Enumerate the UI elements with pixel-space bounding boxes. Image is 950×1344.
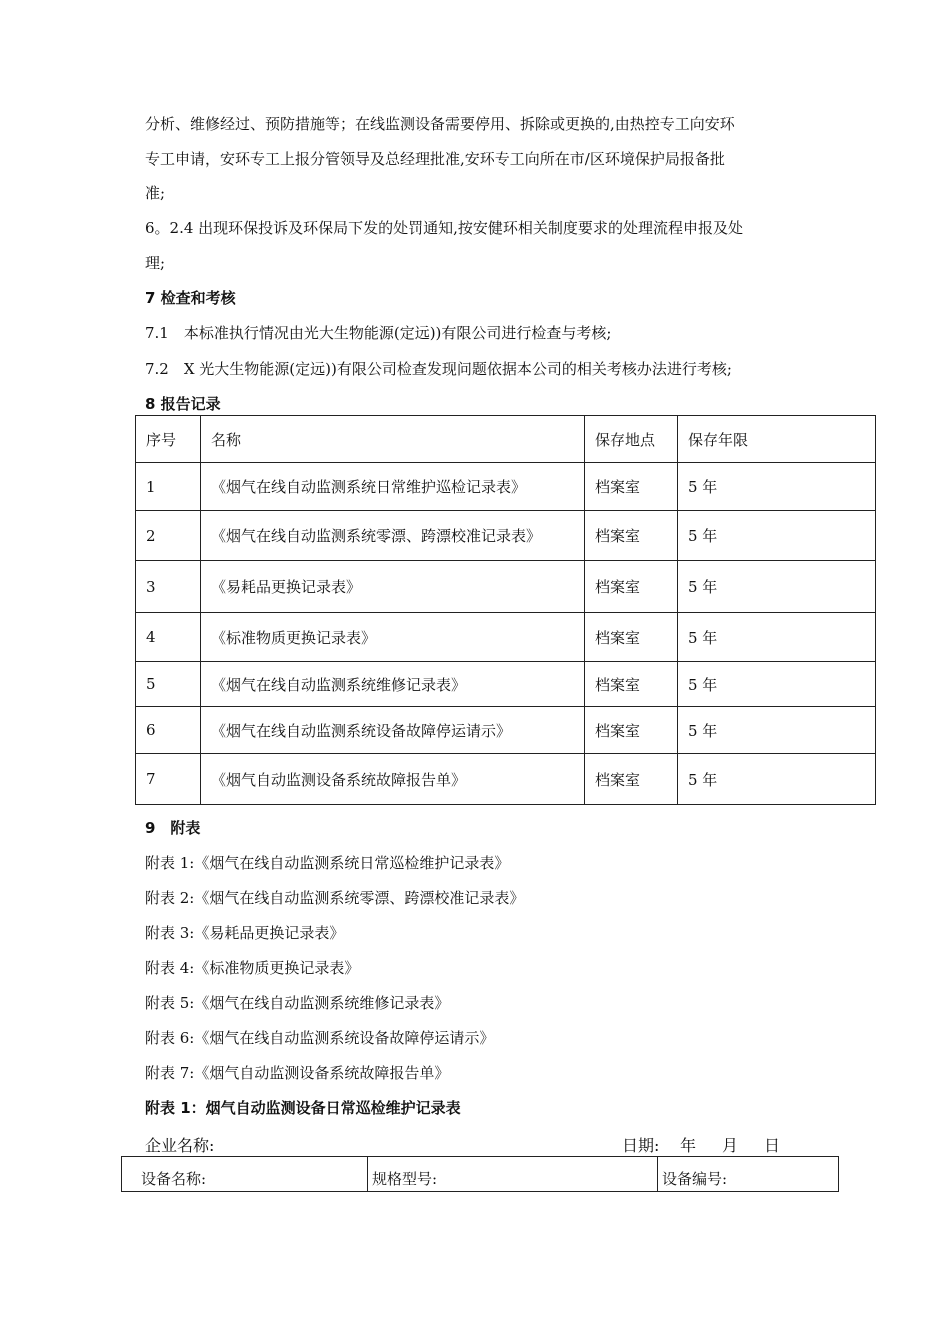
date-label: 日期: — [622, 1136, 660, 1155]
section-heading: 9 附表 — [145, 819, 201, 837]
year-label: 年 — [680, 1136, 697, 1155]
table-row — [136, 613, 876, 662]
table-row — [136, 662, 876, 707]
table-cell: 5 年 — [678, 511, 876, 561]
table-cell: 《易耗品更换记录表》 — [201, 561, 585, 613]
appendix-list-item: 附表 3:《易耗品更换记录表》 — [145, 924, 345, 942]
paragraph-line: 分析、维修经过、预防措施等；在线监测设备需要停用、拆除或更换的,由热控专工向安环 — [145, 115, 735, 133]
column-header: 保存地点 — [585, 416, 678, 463]
table-cell: 档案室 — [585, 707, 678, 754]
table-cell: 5 — [136, 662, 201, 707]
table-row — [136, 561, 876, 613]
company-name-label: 企业名称: — [145, 1136, 215, 1155]
paragraph-line: 专工申请，安环专工上报分管领导及总经理批准,安环专工向所在市/区环境保护局报备批 — [145, 150, 725, 168]
appendix-list-item: 附表 2:《烟气在线自动监测系统零漂、跨漂校准记录表》 — [145, 889, 525, 907]
equipment-name-field — [122, 1157, 368, 1192]
table-cell: 6 — [136, 707, 201, 754]
table-cell: 档案室 — [585, 613, 678, 662]
appendix-list-item: 附表 6:《烟气在线自动监测系统设备故障停运请示》 — [145, 1029, 495, 1047]
table-cell: 档案室 — [585, 561, 678, 613]
table-cell: 3 — [136, 561, 201, 613]
equipment-number-field — [658, 1157, 839, 1192]
column-header: 序号 — [136, 416, 201, 463]
table-cell: 5 年 — [678, 662, 876, 707]
table-cell: 《烟气在线自动监测系统日常维护巡检记录表》 — [201, 463, 585, 511]
equipment-info-table — [121, 1156, 839, 1192]
appendix-list-item: 附表 7:《烟气自动监测设备系统故障报告单》 — [145, 1064, 450, 1082]
section-heading: 7 检查和考核 — [145, 289, 236, 307]
table-header-row — [136, 416, 876, 463]
paragraph-line: 6。2.4 出现环保投诉及环保局下发的处罚通知,按安健环相关制度要求的处理流程申报及处 — [145, 219, 743, 237]
clause-item: 7.2 X 光大生物能源(定远))有限公司检查发现问题依据本公司的相关考核办法进行考核; — [145, 360, 732, 378]
appendix-title: 附表 1：烟气自动监测设备日常巡检维护记录表 — [145, 1099, 461, 1117]
field-label: 规格型号: — [372, 1169, 438, 1188]
model-field — [368, 1157, 658, 1192]
table-row — [136, 511, 876, 561]
table-cell: 《标准物质更换记录表》 — [201, 613, 585, 662]
appendix-list-item: 附表 1:《烟气在线自动监测系统日常巡检维护记录表》 — [145, 854, 510, 872]
column-header: 名称 — [201, 416, 585, 463]
table-cell: 5 年 — [678, 463, 876, 511]
table-cell: 5 年 — [678, 613, 876, 662]
table-cell: 档案室 — [585, 662, 678, 707]
appendix-list-item: 附表 5:《烟气在线自动监测系统维修记录表》 — [145, 994, 450, 1012]
clause-item: 7.1 本标准执行情况由光大生物能源(定远))有限公司进行检查与考核; — [145, 324, 612, 342]
table-cell: 2 — [136, 511, 201, 561]
table-row — [136, 707, 876, 754]
field-label: 设备编号: — [662, 1169, 728, 1188]
day-label: 日 — [764, 1136, 781, 1155]
month-label: 月 — [722, 1136, 739, 1155]
table-cell: 5 年 — [678, 707, 876, 754]
table-cell: 1 — [136, 463, 201, 511]
column-header: 保存年限 — [678, 416, 876, 463]
paragraph-line: 理; — [145, 254, 166, 272]
report-records-table — [135, 415, 876, 805]
table-cell: 《烟气在线自动监测系统维修记录表》 — [201, 662, 585, 707]
paragraph-line: 准; — [145, 184, 166, 202]
table-cell: 《烟气在线自动监测系统设备故障停运请示》 — [201, 707, 585, 754]
table-cell: 档案室 — [585, 754, 678, 805]
table-cell: 《烟气在线自动监测系统零漂、跨漂校准记录表》 — [201, 511, 585, 561]
table-row — [136, 754, 876, 805]
field-label: 设备名称: — [141, 1169, 207, 1188]
section-heading: 8 报告记录 — [145, 395, 221, 413]
appendix-list-item: 附表 4:《标准物质更换记录表》 — [145, 959, 360, 977]
table-cell: 7 — [136, 754, 201, 805]
table-cell: 档案室 — [585, 463, 678, 511]
table-cell: 《烟气自动监测设备系统故障报告单》 — [201, 754, 585, 805]
table-cell: 档案室 — [585, 511, 678, 561]
table-row — [136, 463, 876, 511]
table-cell: 4 — [136, 613, 201, 662]
table-cell: 5 年 — [678, 754, 876, 805]
table-cell: 5 年 — [678, 561, 876, 613]
